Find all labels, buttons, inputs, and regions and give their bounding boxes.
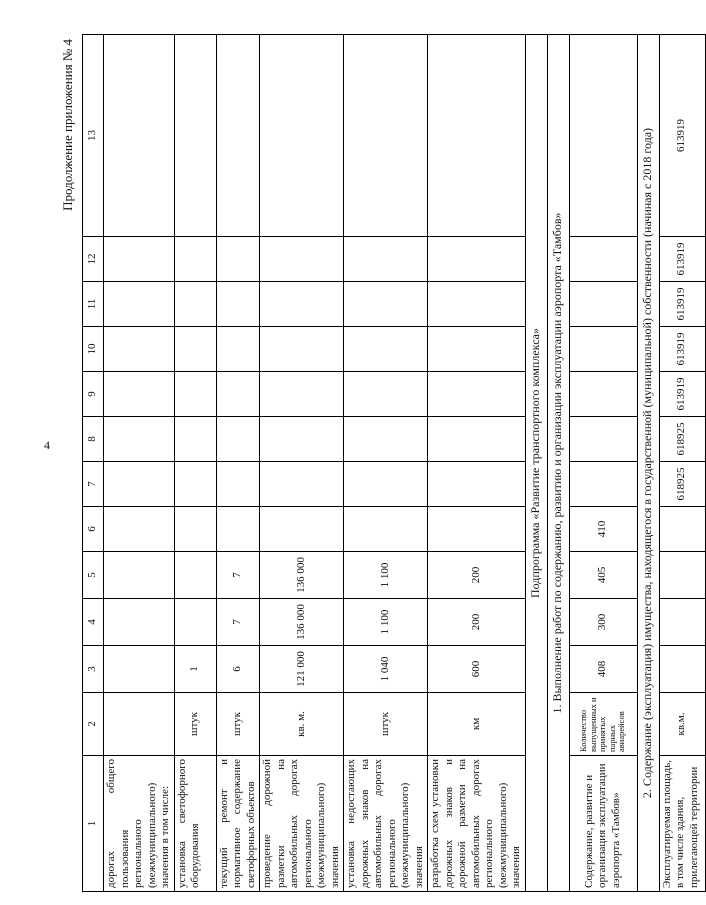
row-name: дорогах общего пользования регионального (межмуниципального) значения в том числе: <box>104 756 175 892</box>
cell-value <box>216 282 260 327</box>
data-table <box>82 34 706 892</box>
cell-value <box>659 552 705 599</box>
cell-value <box>569 417 637 462</box>
table-row <box>659 35 705 892</box>
cell-value <box>104 372 175 417</box>
subprogram-title: Подпрограмма «Развитие транспортного комплекса» <box>525 35 547 892</box>
cell-value <box>174 507 216 552</box>
cell-value <box>344 35 428 237</box>
cell-value: 618925 <box>659 462 705 507</box>
row-unit <box>104 693 175 756</box>
cell-value <box>104 282 175 327</box>
cell-value <box>260 327 344 372</box>
cell-value <box>428 372 526 417</box>
cell-value: 1 100 <box>344 599 428 646</box>
column-number: 1 <box>83 756 104 892</box>
column-number: 12 <box>83 237 104 282</box>
rotated-table-page <box>60 35 700 892</box>
cell-value <box>104 552 175 599</box>
cell-value <box>104 35 175 237</box>
cell-value <box>260 507 344 552</box>
row-name: текущий ремонт и нормативное содержание светофорных объектов <box>216 756 260 892</box>
cell-value <box>260 462 344 507</box>
cell-value <box>428 237 526 282</box>
column-number: 10 <box>83 327 104 372</box>
cell-value <box>344 462 428 507</box>
cell-value <box>344 417 428 462</box>
cell-value <box>174 462 216 507</box>
cell-value <box>174 327 216 372</box>
row-unit: кв. м. <box>260 693 344 756</box>
appendix-caption: Продолжение приложения № 4 <box>60 39 75 211</box>
cell-value <box>174 552 216 599</box>
cell-value: 200 <box>428 599 526 646</box>
cell-value <box>216 237 260 282</box>
cell-value <box>216 507 260 552</box>
cell-value: 408 <box>569 646 637 693</box>
cell-value <box>216 327 260 372</box>
row-name: Содержание, развитие и организация эксплуатации аэропорта «Тамбов» <box>569 756 637 892</box>
cell-value: 7 <box>216 599 260 646</box>
section-row <box>547 35 569 892</box>
cell-value <box>344 507 428 552</box>
cell-value <box>104 507 175 552</box>
cell-value: 410 <box>569 507 637 552</box>
cell-value <box>344 327 428 372</box>
cell-value: 613919 <box>659 372 705 417</box>
section-title: 2. Содержание (эксплуатация) имущества, находящегося в государственной (муниципальной) собственности (начиная с 2018 года) <box>637 35 659 892</box>
cell-value <box>428 35 526 237</box>
row-unit: штук <box>216 693 260 756</box>
cell-value: 600 <box>428 646 526 693</box>
row-name: Эксплуатируемая площадь, в том числе здания, прилегающей территории <box>659 756 705 892</box>
column-number: 9 <box>83 372 104 417</box>
table-row <box>174 35 216 892</box>
column-number: 11 <box>83 282 104 327</box>
column-number-row <box>83 35 104 892</box>
table-row <box>569 35 637 892</box>
cell-value <box>174 282 216 327</box>
cell-value <box>104 462 175 507</box>
cell-value <box>569 327 637 372</box>
row-name: установка светофорного оборудования <box>174 756 216 892</box>
row-unit: Количество выпущенных и принятых парных авиарейсов <box>569 693 637 756</box>
cell-value: 7 <box>216 552 260 599</box>
cell-value <box>344 372 428 417</box>
section-title: 1. Выполнение работ по содержанию, развитию и организации эксплуатации аэропорта «Тамбов» <box>547 35 569 892</box>
cell-value: 613919 <box>659 327 705 372</box>
table-row <box>344 35 428 892</box>
section-row <box>637 35 659 892</box>
cell-value: 405 <box>569 552 637 599</box>
cell-value: 618925 <box>659 417 705 462</box>
cell-value <box>260 417 344 462</box>
cell-value <box>260 237 344 282</box>
cell-value <box>344 237 428 282</box>
cell-value <box>104 327 175 372</box>
row-name: установка недостающих дорожных знаков на автомобильных дорогах регионального (межмуниципального) значения <box>344 756 428 892</box>
row-unit: км <box>428 693 526 756</box>
table-row <box>104 35 175 892</box>
row-name: проведение дорожной разметки на автомобильных дорогах регионального (межмуниципального) значения <box>260 756 344 892</box>
column-number: 4 <box>83 599 104 646</box>
cell-value <box>260 35 344 237</box>
cell-value <box>260 282 344 327</box>
cell-value <box>104 237 175 282</box>
table-row <box>260 35 344 892</box>
cell-value <box>428 462 526 507</box>
column-number: 6 <box>83 507 104 552</box>
cell-value <box>569 35 637 237</box>
cell-value <box>174 599 216 646</box>
cell-value: 1 100 <box>344 552 428 599</box>
table-row <box>216 35 260 892</box>
cell-value: 1 <box>174 646 216 693</box>
cell-value: 1 040 <box>344 646 428 693</box>
cell-value: 136 000 <box>260 599 344 646</box>
column-number: 13 <box>83 35 104 237</box>
cell-value <box>659 599 705 646</box>
column-number: 7 <box>83 462 104 507</box>
cell-value: 613919 <box>659 282 705 327</box>
column-number: 3 <box>83 646 104 693</box>
cell-value <box>659 507 705 552</box>
cell-value <box>659 646 705 693</box>
cell-value <box>216 35 260 237</box>
table-row <box>428 35 526 892</box>
cell-value: 613919 <box>659 237 705 282</box>
cell-value <box>216 462 260 507</box>
page-number: 4 <box>44 438 50 452</box>
cell-value <box>428 417 526 462</box>
cell-value <box>174 417 216 462</box>
cell-value: 121 000 <box>260 646 344 693</box>
row-unit: кв.м. <box>659 693 705 756</box>
cell-value <box>569 462 637 507</box>
cell-value <box>174 372 216 417</box>
row-unit: штук <box>174 693 216 756</box>
cell-value: 136 000 <box>260 552 344 599</box>
row-unit: штук <box>344 693 428 756</box>
cell-value: 200 <box>428 552 526 599</box>
cell-value <box>174 35 216 237</box>
cell-value <box>428 282 526 327</box>
cell-value: 300 <box>569 599 637 646</box>
column-number: 5 <box>83 552 104 599</box>
cell-value <box>260 372 344 417</box>
cell-value: 613919 <box>659 35 705 237</box>
column-number: 8 <box>83 417 104 462</box>
subprogram-row <box>525 35 547 892</box>
cell-value <box>174 237 216 282</box>
cell-value <box>216 372 260 417</box>
cell-value <box>216 417 260 462</box>
cell-value <box>569 372 637 417</box>
cell-value: 6 <box>216 646 260 693</box>
cell-value <box>569 237 637 282</box>
cell-value <box>104 599 175 646</box>
cell-value <box>104 646 175 693</box>
row-name: разработка схем установки дорожных знаков и дорожной разметки на автомобильных дорогах регионального (межмуниципального) значения <box>428 756 526 892</box>
cell-value <box>344 282 428 327</box>
cell-value <box>104 417 175 462</box>
column-number: 2 <box>83 693 104 756</box>
cell-value <box>428 507 526 552</box>
cell-value <box>428 327 526 372</box>
cell-value <box>569 282 637 327</box>
